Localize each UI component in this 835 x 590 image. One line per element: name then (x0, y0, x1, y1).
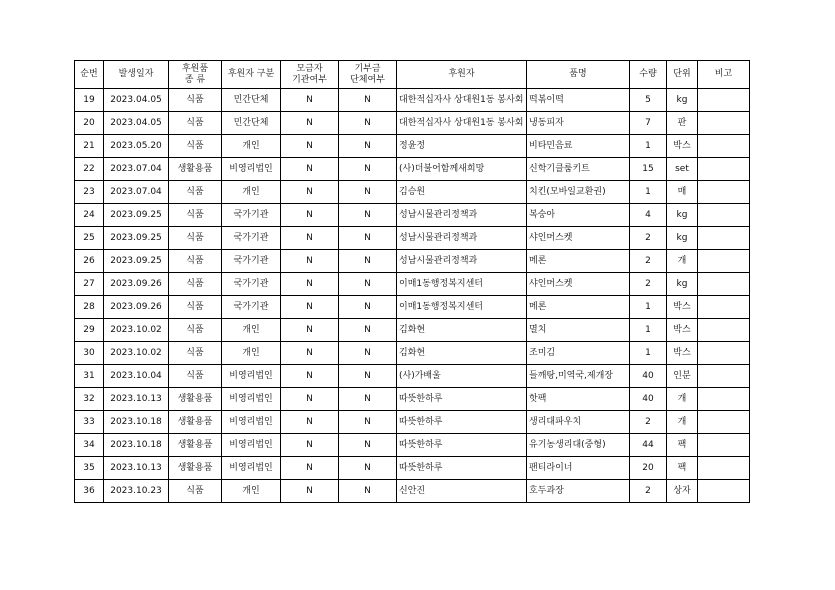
cell-donor-type: 국가기관 (222, 273, 281, 296)
cell-donor: (사)더불어함께새희망 (397, 158, 527, 181)
cell-donor-type: 개인 (222, 342, 281, 365)
cell-quantity: 4 (630, 204, 667, 227)
cell-remarks (698, 365, 750, 388)
header-seq: 순번 (75, 61, 104, 89)
cell-quantity: 2 (630, 273, 667, 296)
cell-item-name: 멸치 (527, 319, 630, 342)
cell-donor: 대한적십자사 상대원1동 봉사회 (397, 112, 527, 135)
cell-item-type: 식품 (169, 181, 222, 204)
cell-quantity: 1 (630, 296, 667, 319)
cell-donor-type: 비영리법인 (222, 388, 281, 411)
cell-date: 2023.10.18 (104, 434, 169, 457)
cell-unit: kg (667, 89, 698, 112)
header-unit: 단위 (667, 61, 698, 89)
cell-donor-type: 개인 (222, 480, 281, 503)
table-row (75, 135, 750, 158)
cell-remarks (698, 135, 750, 158)
cell-fundraiser-flag: N (281, 388, 339, 411)
cell-seq: 34 (75, 434, 104, 457)
cell-donor: 따뜻한하루 (397, 434, 527, 457)
cell-item-type: 식품 (169, 319, 222, 342)
cell-item-name: 복숭아 (527, 204, 630, 227)
cell-date: 2023.07.04 (104, 158, 169, 181)
header-date: 발생일자 (104, 61, 169, 89)
cell-seq: 21 (75, 135, 104, 158)
cell-item-type: 식품 (169, 273, 222, 296)
cell-seq: 27 (75, 273, 104, 296)
table-row (75, 227, 750, 250)
cell-item-type: 식품 (169, 250, 222, 273)
header-item-type: 후원품 종 류 (169, 61, 222, 89)
cell-donor: 성남시물관리정책과 (397, 250, 527, 273)
cell-donation-org-flag: N (339, 365, 397, 388)
cell-donation-org-flag: N (339, 112, 397, 135)
cell-item-type: 식품 (169, 342, 222, 365)
cell-donation-org-flag: N (339, 480, 397, 503)
cell-item-name: 핫팩 (527, 388, 630, 411)
cell-unit: 개 (667, 388, 698, 411)
cell-unit: 판 (667, 112, 698, 135)
cell-seq: 19 (75, 89, 104, 112)
cell-item-name: 샤인머스켓 (527, 227, 630, 250)
header-fundraiser-flag: 모금자 기관여부 (281, 61, 339, 89)
cell-remarks (698, 227, 750, 250)
cell-remarks (698, 181, 750, 204)
cell-remarks (698, 434, 750, 457)
table-row (75, 89, 750, 112)
cell-quantity: 2 (630, 227, 667, 250)
cell-donation-org-flag: N (339, 342, 397, 365)
cell-donation-org-flag: N (339, 296, 397, 319)
cell-unit: 팩 (667, 434, 698, 457)
cell-donation-org-flag: N (339, 181, 397, 204)
cell-seq: 23 (75, 181, 104, 204)
cell-date: 2023.07.04 (104, 181, 169, 204)
cell-date: 2023.09.26 (104, 296, 169, 319)
cell-donor-type: 민간단체 (222, 112, 281, 135)
cell-donor-type: 비영리법인 (222, 158, 281, 181)
cell-date: 2023.04.05 (104, 112, 169, 135)
cell-seq: 31 (75, 365, 104, 388)
cell-item-name: 생리대파우치 (527, 411, 630, 434)
cell-donor-type: 비영리법인 (222, 457, 281, 480)
cell-donor: 대한적십자사 상대원1동 봉사회 (397, 89, 527, 112)
cell-item-name: 비타민음료 (527, 135, 630, 158)
table-row (75, 411, 750, 434)
cell-fundraiser-flag: N (281, 204, 339, 227)
cell-item-name: 유기농생리대(중형) (527, 434, 630, 457)
cell-seq: 24 (75, 204, 104, 227)
cell-date: 2023.10.23 (104, 480, 169, 503)
cell-fundraiser-flag: N (281, 319, 339, 342)
cell-item-type: 식품 (169, 112, 222, 135)
cell-donor-type: 국가기관 (222, 250, 281, 273)
cell-item-type: 식품 (169, 89, 222, 112)
cell-fundraiser-flag: N (281, 181, 339, 204)
cell-donor: 따뜻한하루 (397, 411, 527, 434)
cell-date: 2023.09.25 (104, 204, 169, 227)
header-remarks: 비고 (698, 61, 750, 89)
cell-unit: 박스 (667, 296, 698, 319)
cell-seq: 20 (75, 112, 104, 135)
cell-donation-org-flag: N (339, 250, 397, 273)
cell-fundraiser-flag: N (281, 112, 339, 135)
cell-fundraiser-flag: N (281, 158, 339, 181)
cell-date: 2023.05.20 (104, 135, 169, 158)
cell-item-type: 식품 (169, 135, 222, 158)
cell-unit: 개 (667, 250, 698, 273)
cell-donor: 김화현 (397, 342, 527, 365)
cell-item-type: 식품 (169, 204, 222, 227)
cell-quantity: 15 (630, 158, 667, 181)
table-row (75, 273, 750, 296)
cell-fundraiser-flag: N (281, 365, 339, 388)
cell-quantity: 40 (630, 388, 667, 411)
cell-quantity: 20 (630, 457, 667, 480)
cell-donor-type: 개인 (222, 181, 281, 204)
table-row (75, 365, 750, 388)
table-row (75, 388, 750, 411)
cell-remarks (698, 250, 750, 273)
cell-quantity: 5 (630, 89, 667, 112)
cell-quantity: 40 (630, 365, 667, 388)
cell-fundraiser-flag: N (281, 135, 339, 158)
cell-quantity: 2 (630, 411, 667, 434)
cell-fundraiser-flag: N (281, 296, 339, 319)
cell-unit: 개 (667, 411, 698, 434)
cell-fundraiser-flag: N (281, 434, 339, 457)
cell-item-name: 호두과장 (527, 480, 630, 503)
cell-item-name: 신학기클룸키트 (527, 158, 630, 181)
cell-item-type: 식품 (169, 296, 222, 319)
cell-remarks (698, 388, 750, 411)
cell-quantity: 1 (630, 319, 667, 342)
cell-donation-org-flag: N (339, 411, 397, 434)
cell-item-name: 치킨(모바일교환권) (527, 181, 630, 204)
cell-quantity: 44 (630, 434, 667, 457)
cell-item-type: 생활용품 (169, 434, 222, 457)
cell-date: 2023.10.02 (104, 342, 169, 365)
cell-remarks (698, 204, 750, 227)
cell-donor: 이매1동행정복지센터 (397, 296, 527, 319)
cell-seq: 30 (75, 342, 104, 365)
cell-date: 2023.09.25 (104, 227, 169, 250)
cell-seq: 33 (75, 411, 104, 434)
cell-item-type: 식품 (169, 480, 222, 503)
cell-remarks (698, 273, 750, 296)
cell-seq: 35 (75, 457, 104, 480)
cell-fundraiser-flag: N (281, 411, 339, 434)
cell-item-type: 생활용품 (169, 457, 222, 480)
cell-donation-org-flag: N (339, 204, 397, 227)
cell-unit: 인분 (667, 365, 698, 388)
table-row (75, 434, 750, 457)
cell-donor: 성남시물관리정책과 (397, 227, 527, 250)
cell-fundraiser-flag: N (281, 273, 339, 296)
cell-seq: 29 (75, 319, 104, 342)
cell-donation-org-flag: N (339, 273, 397, 296)
header-donor: 후원자 (397, 61, 527, 89)
cell-item-name: 냉동피자 (527, 112, 630, 135)
cell-date: 2023.09.26 (104, 273, 169, 296)
cell-donor: 정윤정 (397, 135, 527, 158)
table-header-row (75, 61, 750, 89)
cell-quantity: 1 (630, 135, 667, 158)
cell-quantity: 7 (630, 112, 667, 135)
cell-seq: 36 (75, 480, 104, 503)
cell-unit: 매 (667, 181, 698, 204)
cell-remarks (698, 296, 750, 319)
cell-quantity: 1 (630, 181, 667, 204)
cell-donation-org-flag: N (339, 227, 397, 250)
cell-donor-type: 개인 (222, 319, 281, 342)
table-row (75, 480, 750, 503)
cell-fundraiser-flag: N (281, 342, 339, 365)
cell-remarks (698, 457, 750, 480)
table-row (75, 112, 750, 135)
cell-donor-type: 비영리법인 (222, 411, 281, 434)
header-donation-org-flag: 기부금 단체여부 (339, 61, 397, 89)
cell-unit: 박스 (667, 135, 698, 158)
cell-donor-type: 개인 (222, 135, 281, 158)
cell-item-type: 생활용품 (169, 158, 222, 181)
cell-donor-type: 비영리법인 (222, 434, 281, 457)
cell-donation-org-flag: N (339, 89, 397, 112)
cell-fundraiser-flag: N (281, 89, 339, 112)
cell-quantity: 1 (630, 342, 667, 365)
cell-seq: 25 (75, 227, 104, 250)
cell-item-name: 조미김 (527, 342, 630, 365)
cell-quantity: 2 (630, 250, 667, 273)
cell-donor-type: 민간단체 (222, 89, 281, 112)
table-row (75, 457, 750, 480)
cell-fundraiser-flag: N (281, 227, 339, 250)
cell-donor: 이매1동행정복지센터 (397, 273, 527, 296)
cell-unit: 상자 (667, 480, 698, 503)
cell-remarks (698, 89, 750, 112)
table-row (75, 319, 750, 342)
cell-item-type: 식품 (169, 227, 222, 250)
cell-item-name: 샤인머스켓 (527, 273, 630, 296)
cell-donation-org-flag: N (339, 319, 397, 342)
cell-donor-type: 국가기관 (222, 204, 281, 227)
cell-remarks (698, 342, 750, 365)
cell-donor-type: 비영리법인 (222, 365, 281, 388)
cell-donation-org-flag: N (339, 388, 397, 411)
cell-item-name: 메론 (527, 296, 630, 319)
cell-seq: 32 (75, 388, 104, 411)
cell-date: 2023.09.25 (104, 250, 169, 273)
table-row (75, 204, 750, 227)
table-row (75, 250, 750, 273)
cell-unit: set (667, 158, 698, 181)
cell-donor: (사)가배울 (397, 365, 527, 388)
table-body (75, 89, 750, 503)
cell-remarks (698, 411, 750, 434)
cell-item-name: 팬티라이너 (527, 457, 630, 480)
cell-date: 2023.10.18 (104, 411, 169, 434)
cell-donation-org-flag: N (339, 457, 397, 480)
cell-remarks (698, 158, 750, 181)
cell-unit: kg (667, 227, 698, 250)
cell-date: 2023.04.05 (104, 89, 169, 112)
cell-item-name: 메론 (527, 250, 630, 273)
cell-date: 2023.10.04 (104, 365, 169, 388)
cell-seq: 26 (75, 250, 104, 273)
cell-seq: 28 (75, 296, 104, 319)
cell-unit: kg (667, 273, 698, 296)
cell-date: 2023.10.02 (104, 319, 169, 342)
cell-remarks (698, 480, 750, 503)
cell-unit: 박스 (667, 319, 698, 342)
cell-unit: 박스 (667, 342, 698, 365)
cell-fundraiser-flag: N (281, 480, 339, 503)
cell-quantity: 2 (630, 480, 667, 503)
header-donor-type: 후원자 구분 (222, 61, 281, 89)
cell-donor: 김승원 (397, 181, 527, 204)
table-row (75, 296, 750, 319)
donation-table (74, 60, 750, 503)
cell-donor: 성남시물관리정책과 (397, 204, 527, 227)
cell-remarks (698, 112, 750, 135)
cell-donation-org-flag: N (339, 135, 397, 158)
cell-donor: 따뜻한하루 (397, 457, 527, 480)
cell-item-type: 식품 (169, 365, 222, 388)
cell-donor-type: 국가기관 (222, 227, 281, 250)
header-item-name: 품명 (527, 61, 630, 89)
cell-donor-type: 국가기관 (222, 296, 281, 319)
cell-item-type: 생활용품 (169, 411, 222, 434)
cell-unit: 팩 (667, 457, 698, 480)
cell-donor: 따뜻한하루 (397, 388, 527, 411)
cell-donation-org-flag: N (339, 158, 397, 181)
cell-seq: 22 (75, 158, 104, 181)
cell-fundraiser-flag: N (281, 457, 339, 480)
table-row (75, 342, 750, 365)
cell-item-name: 떡볶이떡 (527, 89, 630, 112)
table-row (75, 181, 750, 204)
cell-donation-org-flag: N (339, 434, 397, 457)
donation-table-container (74, 60, 750, 503)
cell-donor: 신안진 (397, 480, 527, 503)
cell-unit: kg (667, 204, 698, 227)
cell-donor: 김화현 (397, 319, 527, 342)
cell-item-type: 생활용품 (169, 388, 222, 411)
header-quantity: 수량 (630, 61, 667, 89)
cell-remarks (698, 319, 750, 342)
cell-date: 2023.10.13 (104, 457, 169, 480)
cell-date: 2023.10.13 (104, 388, 169, 411)
cell-item-name: 들깨탕,미역국,제개장 (527, 365, 630, 388)
table-row (75, 158, 750, 181)
cell-fundraiser-flag: N (281, 250, 339, 273)
